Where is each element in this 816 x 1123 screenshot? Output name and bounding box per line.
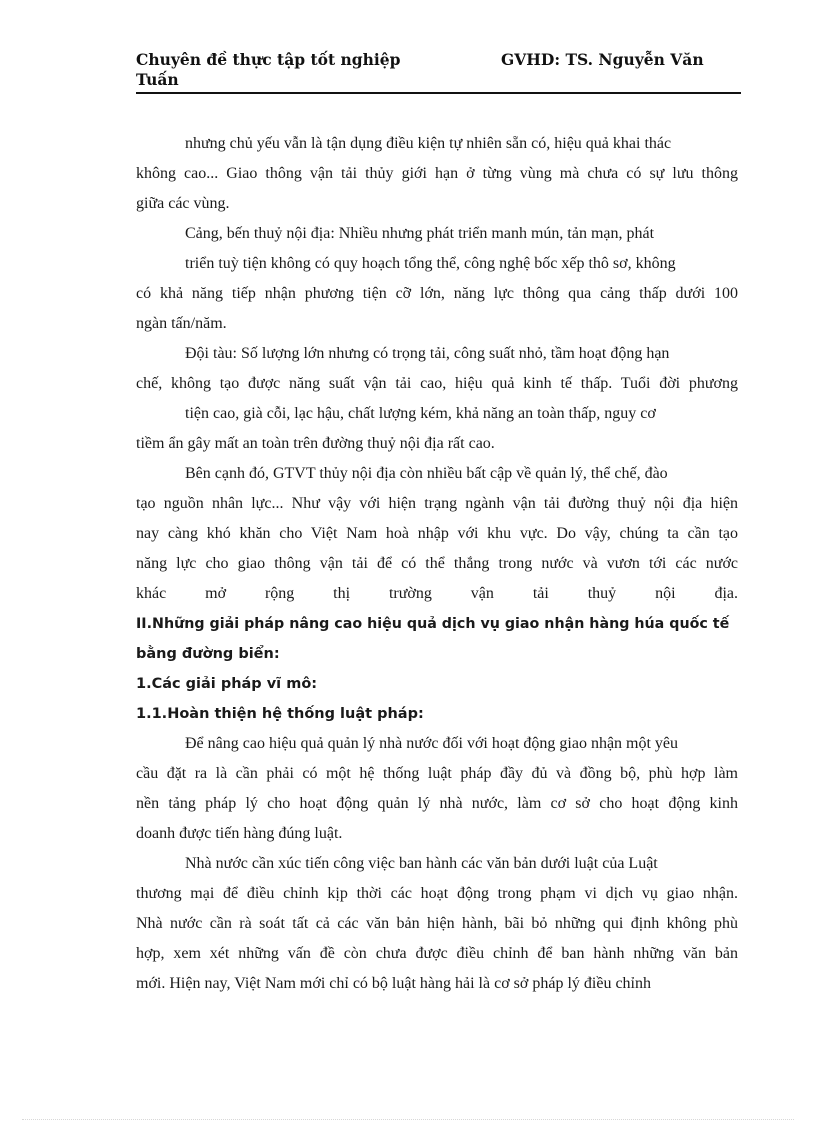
- subsection-heading: 1.1.Hoàn thiện hệ thống luật pháp:: [136, 706, 424, 722]
- text-line: không cao... Giao thông vận tải thủy giới hạn ở từng vùng mà chưa có sự lưu thông: [136, 165, 738, 182]
- text-line: cầu đặt ra là cần phải có một hệ thống luật pháp đầy đủ và đồng bộ, phù hợp làm: [136, 765, 738, 782]
- text-line: hợp, xem xét những vấn đề còn chưa được điều chỉnh để ban hành những văn bản: [136, 945, 738, 962]
- text-line: nay càng khó khăn cho Việt Nam hoà nhập với khu vực. Do vậy, chúng ta cần tạo: [136, 525, 738, 542]
- section-heading: bằng đường biển:: [136, 646, 280, 662]
- header-advisor: GVHD: TS. Nguyễn Văn: [501, 50, 704, 69]
- text-line: Đội tàu: Số lượng lớn nhưng có trọng tải, công suất nhỏ, tầm hoạt động hạn: [185, 345, 670, 362]
- page-bottom-border: [22, 1119, 794, 1120]
- text-line: năng lực cho giao thông vận tải để có thể thắng trong nước và vươn tới các nước: [136, 555, 738, 572]
- text-line: thương mại để điều chỉnh kịp thời các hoạt động trong phạm vi dịch vụ giao nhận.: [136, 885, 738, 902]
- text-line: doanh được tiến hàng đúng luật.: [136, 825, 343, 842]
- header-title: Chuyên đề thực tập tốt nghiệp: [136, 50, 401, 69]
- text-line: chế, không tạo được năng suất vận tải cao, hiệu quả kinh tế thấp. Tuổi đời phương: [136, 375, 738, 392]
- text-line: tiềm ẩn gây mất an toàn trên đường thuỷ nội địa rất cao.: [136, 435, 495, 452]
- text-line: tạo nguồn nhân lực... Như vậy với hiện trạng ngành vận tải đường thuỷ nội địa hiện: [136, 495, 738, 512]
- text-line: Bên cạnh đó, GTVT thủy nội địa còn nhiều bất cập về quản lý, thể chế, đào: [185, 465, 668, 482]
- document-body: [136, 129, 738, 999]
- text-line: Nhà nước cần rà soát tất cả các văn bản hiện hành, bãi bỏ những qui định không phù: [136, 915, 738, 932]
- section-heading: II.Những giải pháp nâng cao hiệu quả dịch vụ giao nhận hàng húa quốc tế: [136, 616, 730, 632]
- text-line: tiện cao, già cỗi, lạc hậu, chất lượng kém, khả năng an toàn thấp, nguy cơ: [185, 405, 656, 422]
- text-line: triển tuỳ tiện không có quy hoạch tổng thể, công nghệ bốc xếp thô sơ, không: [185, 255, 676, 272]
- text-line: mới. Hiện nay, Việt Nam mới chỉ có bộ luật hàng hải là cơ sở pháp lý điều chỉnh: [136, 975, 651, 992]
- text-line: ngàn tấn/năm.: [136, 315, 227, 332]
- text-line: Nhà nước cần xúc tiến công việc ban hành các văn bản dưới luật của Luật: [185, 855, 658, 872]
- header-title-continued: Tuấn: [136, 70, 179, 89]
- text-line: Để nâng cao hiệu quả quản lý nhà nước đối với hoạt động giao nhận một yêu: [185, 735, 679, 752]
- text-line: nền tảng pháp lý cho hoạt động quản lý nhà nước, làm cơ sở cho hoạt động kinh: [136, 795, 738, 812]
- text-line: nhưng chủ yếu vẫn là tận dụng điều kiện tự nhiên sẵn có, hiệu quả khai thác: [185, 135, 672, 152]
- text-line: có khả năng tiếp nhận phương tiện cỡ lớn, năng lực thông qua cảng thấp dưới 100: [136, 285, 738, 302]
- header-divider: [136, 92, 741, 94]
- text-line: giữa các vùng.: [136, 195, 230, 212]
- text-line: khác mở rộng thị trường vận tải thuỷ nội địa.: [136, 585, 738, 602]
- text-line: Cảng, bến thuỷ nội địa: Nhiều nhưng phát triển manh mún, tản mạn, phát: [185, 225, 655, 242]
- subsection-heading: 1.Các giải pháp vĩ mô:: [136, 676, 318, 692]
